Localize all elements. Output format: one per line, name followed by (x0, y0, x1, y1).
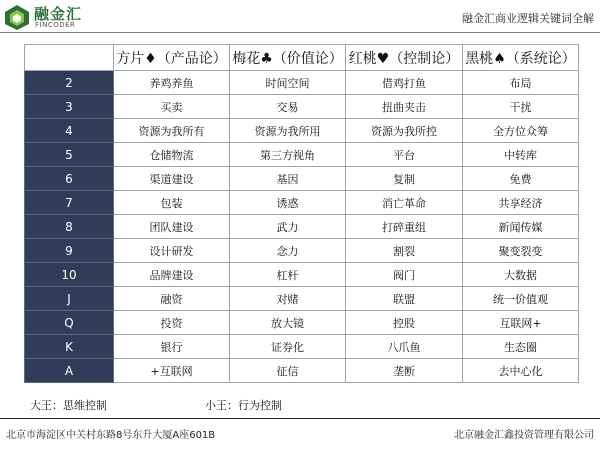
keyword-cell-clubs: 证券化 (230, 335, 346, 359)
company-logo (4, 2, 124, 32)
keyword-cell-spades: 互联网+ (463, 311, 579, 335)
keyword-cell-hearts: 复制 (346, 167, 463, 191)
table-row (25, 359, 579, 383)
keyword-cell-clubs: 基因 (230, 167, 346, 191)
table-row (25, 71, 579, 95)
rank-cell: 8 (25, 215, 114, 239)
keyword-cell-hearts: 垄断 (346, 359, 463, 383)
logo-subtext: FINCODER (35, 21, 76, 29)
rank-cell: J (25, 287, 114, 311)
logo-text: 融金汇 (34, 5, 83, 23)
footer-divider (0, 418, 600, 419)
table-row (25, 167, 579, 191)
rank-cell: 9 (25, 239, 114, 263)
header-divider (0, 32, 600, 33)
rank-cell: 4 (25, 119, 114, 143)
table-row (25, 143, 579, 167)
keyword-cell-spades: 全方位众筹 (463, 119, 579, 143)
table-header-row (25, 45, 579, 71)
keyword-cell-hearts: 联盟 (346, 287, 463, 311)
keyword-cell-spades: 聚变裂变 (463, 239, 579, 263)
table-body (25, 71, 579, 383)
table-row (25, 263, 579, 287)
keyword-cell-spades: 统一价值观 (463, 287, 579, 311)
keyword-cell-diamonds: 团队建设 (114, 215, 230, 239)
keyword-cell-hearts: 借鸡打鱼 (346, 71, 463, 95)
keyword-cell-hearts: 控股 (346, 311, 463, 335)
keyword-cell-spades: 干扰 (463, 95, 579, 119)
keyword-cell-diamonds: 资源为我所有 (114, 119, 230, 143)
keyword-cell-clubs: 诱惑 (230, 191, 346, 215)
rank-cell: 3 (25, 95, 114, 119)
keyword-cell-diamonds: +互联网 (114, 359, 230, 383)
rank-cell: 10 (25, 263, 114, 287)
keyword-cell-diamonds: 设计研发 (114, 239, 230, 263)
keyword-cell-spades: 生态圈 (463, 335, 579, 359)
keyword-cell-clubs: 杠杆 (230, 263, 346, 287)
keyword-cell-diamonds: 渠道建设 (114, 167, 230, 191)
table-row (25, 119, 579, 143)
column-header-diamonds: 方片♦（产品论） (114, 45, 230, 71)
keyword-cell-spades: 新闻传媒 (463, 215, 579, 239)
keyword-cell-diamonds: 品牌建设 (114, 263, 230, 287)
table-row (25, 311, 579, 335)
column-header-hearts: 红桃♥（控制论） (346, 45, 463, 71)
table-row (25, 95, 579, 119)
table-row (25, 239, 579, 263)
footer-company: 北京融金汇鑫投资管理有限公司 (454, 430, 594, 441)
keyword-cell-clubs: 征信 (230, 359, 346, 383)
keyword-cell-clubs: 武力 (230, 215, 346, 239)
page-header (0, 0, 600, 34)
keyword-cell-clubs: 时间空间 (230, 71, 346, 95)
keyword-cell-hearts: 八爪鱼 (346, 335, 463, 359)
keyword-cell-diamonds: 包装 (114, 191, 230, 215)
rank-cell: 7 (25, 191, 114, 215)
rank-cell: A (25, 359, 114, 383)
rank-cell: K (25, 335, 114, 359)
keyword-cell-clubs: 交易 (230, 95, 346, 119)
page-title: 融金汇商业逻辑关键词全解 (462, 12, 594, 25)
keyword-cell-clubs: 资源为我所用 (230, 119, 346, 143)
keyword-cell-clubs: 第三方视角 (230, 143, 346, 167)
keyword-cell-spades: 布局 (463, 71, 579, 95)
table-row (25, 335, 579, 359)
keyword-cell-hearts: 平台 (346, 143, 463, 167)
keyword-cell-spades: 共享经济 (463, 191, 579, 215)
rank-cell: 6 (25, 167, 114, 191)
keyword-table (24, 44, 579, 383)
keyword-cell-diamonds: 融资 (114, 287, 230, 311)
keyword-cell-diamonds: 投资 (114, 311, 230, 335)
table-corner-cell (25, 45, 114, 71)
table-row (25, 287, 579, 311)
column-header-clubs: 梅花♣（价值论） (230, 45, 346, 71)
big-king-note: 大王：思维控制 (30, 399, 107, 412)
table-row (25, 191, 579, 215)
keyword-cell-diamonds: 仓储物流 (114, 143, 230, 167)
keyword-cell-clubs: 放大镜 (230, 311, 346, 335)
keyword-cell-diamonds: 银行 (114, 335, 230, 359)
rank-cell: 5 (25, 143, 114, 167)
keyword-cell-clubs: 对赌 (230, 287, 346, 311)
small-king-note: 小王：行为控制 (205, 399, 282, 412)
rank-cell: 2 (25, 71, 114, 95)
keyword-cell-spades: 免费 (463, 167, 579, 191)
keyword-cell-spades: 去中心化 (463, 359, 579, 383)
keyword-cell-hearts: 消亡革命 (346, 191, 463, 215)
keyword-cell-hearts: 打碎重组 (346, 215, 463, 239)
logo-mark-icon (4, 4, 30, 30)
table-row (25, 215, 579, 239)
column-header-spades: 黑桃♠（系统论） (463, 45, 579, 71)
keyword-cell-spades: 大数据 (463, 263, 579, 287)
keyword-cell-diamonds: 买卖 (114, 95, 230, 119)
keyword-cell-clubs: 念力 (230, 239, 346, 263)
footer-address: 北京市海淀区中关村东路8号东升大厦A座601B (6, 430, 216, 441)
keyword-cell-spades: 中转库 (463, 143, 579, 167)
keyword-cell-hearts: 资源为我所控 (346, 119, 463, 143)
keyword-cell-hearts: 割裂 (346, 239, 463, 263)
keyword-cell-hearts: 阀门 (346, 263, 463, 287)
keyword-cell-diamonds: 养鸡养鱼 (114, 71, 230, 95)
rank-cell: Q (25, 311, 114, 335)
keyword-cell-hearts: 扭曲夹击 (346, 95, 463, 119)
